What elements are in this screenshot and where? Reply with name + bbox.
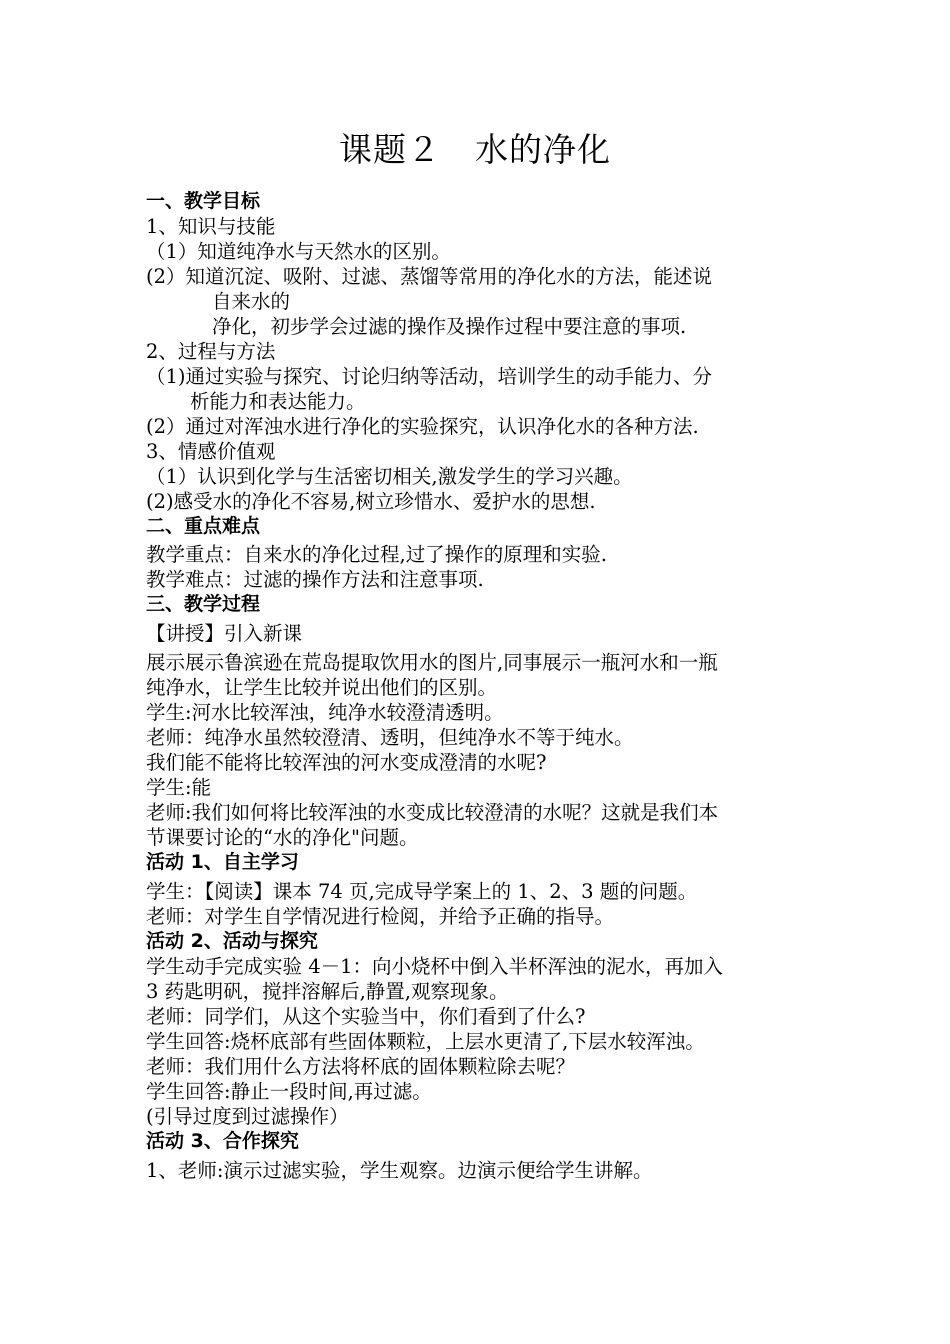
text-line: 我们能不能将比较浑浊的河水变成澄清的水呢? <box>146 751 547 774</box>
activity-heading-3: 活动 3、合作探究 <box>146 1130 299 1152</box>
text-line: 纯净水，让学生比较并说出他们的区别。 <box>146 676 498 699</box>
text-line: 析能力和表达能力。 <box>190 390 366 413</box>
text-line: (2）知道沉淀、吸附、过滤、蒸馏等常用的净化水的方法，能述说 <box>146 265 713 288</box>
document-title: 课题２ 水的净化 <box>339 130 611 169</box>
text-line: 老师：对学生自学情况进行检阅，并给予正确的指导。 <box>146 905 615 928</box>
section-heading-key-points: 二、重点难点 <box>146 515 261 537</box>
text-line: （1）知道纯净水与天然水的区别。 <box>146 240 451 263</box>
text-line: 自来水的 <box>212 290 291 313</box>
text-line: 学生动手完成实验 4－1：向小烧杯中倒入半杯浑浊的泥水，再加入 <box>146 955 724 978</box>
text-line: （1)通过实验与探究、讨论归纳等活动，培训学生的动手能力、分 <box>146 365 713 388</box>
section-heading-objectives: 一、教学目标 <box>146 190 261 212</box>
text-line: 老师：纯净水虽然较澄清、透明，但纯净水不等于纯水。 <box>146 726 634 749</box>
text-line: 老师：我们用什么方法将杯底的固体颗粒除去呢？ <box>146 1055 576 1078</box>
text-line: 学生回答:静止一段时间,再过滤。 <box>146 1080 432 1103</box>
activity-heading-1: 活动 1、自主学习 <box>146 851 299 873</box>
text-line: 学生回答:烧杯底部有些固体颗粒，上层水更清了,下层水较浑浊。 <box>146 1030 705 1053</box>
text-line: 老师：同学们，从这个实验当中，你们看到了什么? <box>146 1005 586 1028</box>
text-line: 学生:河水比较浑浊，纯净水较澄清透明。 <box>146 701 504 724</box>
text-line: 老师:我们如何将比较浑浊的水变成比较澄清的水呢？这就是我们本 <box>146 801 719 824</box>
subheading-process-methods: 2、过程与方法 <box>146 340 276 363</box>
text-line: 展示展示鲁滨逊在荒岛提取饮用水的图片,同事展示一瓶河水和一瓶 <box>146 651 718 674</box>
subheading-knowledge-skills: 1、知识与技能 <box>146 215 276 238</box>
text-line: 3 药匙明矾，搅拌溶解后,静置,观察现象。 <box>146 980 509 1003</box>
subheading-values: 3、情感价值观 <box>146 440 276 463</box>
text-line: 1、老师:演示过滤实验，学生观察。边演示便给学生讲解。 <box>146 1159 653 1182</box>
text-line: 学生:能 <box>146 776 212 799</box>
activity-heading-2: 活动 2、活动与探究 <box>146 930 318 952</box>
text-line: （1）认识到化学与生活密切相关,激发学生的学习兴趣。 <box>146 465 633 488</box>
section-heading-process: 三、教学过程 <box>146 593 261 615</box>
text-line: 教学难点：过滤的操作方法和注意事项. <box>146 568 484 591</box>
text-line: 学生：【阅读】课本 74 页,完成导学案上的 1、2、3 题的问题。 <box>146 880 698 903</box>
text-line: (引导过度到过滤操作） <box>146 1105 349 1128</box>
text-line: (2)感受水的净化不容易,树立珍惜水、爱护水的思想. <box>146 490 596 513</box>
text-line: 教学重点：自来水的净化过程,过了操作的原理和实验. <box>146 543 607 566</box>
text-line: (2）通过对浑浊水进行净化的实验探究，认识净化水的各种方法. <box>146 415 699 438</box>
text-line: 【讲授】引入新课 <box>146 622 303 645</box>
text-line: 节课要讨论的“水的净化"问题。 <box>146 826 419 849</box>
text-line: 净化，初步学会过滤的操作及操作过程中要注意的事项. <box>212 315 687 338</box>
